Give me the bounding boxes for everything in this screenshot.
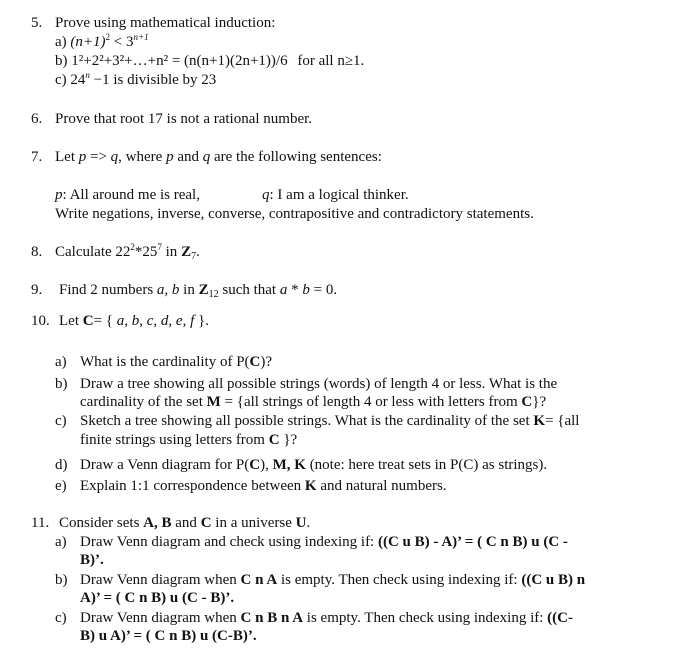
q6-number: 6. <box>31 111 43 127</box>
q11-number: 11. <box>31 515 50 531</box>
q10a-text: What is the cardinality of P(C)? <box>80 354 273 370</box>
q5-part-a: a) $(n+1)^2 < 3^{n+1}$ <box>55 32 149 50</box>
q10d-label: d) <box>55 457 68 473</box>
q9-number: 9. <box>31 282 43 298</box>
q7-instruction: Write negations, inverse, converse, contrapositive and contradictory statements. <box>55 206 534 222</box>
q11c-label: c) <box>55 610 67 626</box>
q10e-label: e) <box>55 478 67 494</box>
q5-part-c: c) $24^n -1$ is divisible by 23 <box>55 70 217 88</box>
q10b-line1: Draw a tree showing all possible strings (words) of length 4 or less. What is the <box>80 376 558 392</box>
q7-intro: Let p => q, where p and q are the following sentences: <box>55 149 382 165</box>
q10b-label: b) <box>55 376 68 392</box>
q10d-text: Draw a Venn diagram for P(C), M, K (note: here treat sets in P(C) as strings). <box>80 457 548 473</box>
q11b-label: b) <box>55 572 68 588</box>
q7-number: 7. <box>31 149 43 165</box>
q11a-label: a) <box>55 534 67 550</box>
q7-sentence-q: q: I am a logical thinker. <box>262 187 409 203</box>
q9-text: Find 2 numbers a, b in $Z_{12}$ such that a * b = 0. <box>59 282 338 300</box>
q11-intro: Consider sets A, B and C in a universe U. <box>59 515 311 531</box>
q11a-line2: B)’. <box>80 552 104 568</box>
q10c-label: c) <box>55 413 67 429</box>
q11b-line2: A)’ = ( C n B) u (C - B)’. <box>80 590 235 606</box>
q10b-line2: cardinality of the set M = {all strings of length 4 or less with letters from C}? <box>80 394 547 410</box>
q5-part-b: b) 1²+2²+3²+…+n² = (n(n+1)(2n+1))/6 for all n≥1. <box>55 53 365 69</box>
q10a-label: a) <box>55 354 67 370</box>
q5-number: 5. <box>31 15 43 31</box>
q10c-line2: finite strings using letters from C }? <box>80 432 298 448</box>
q11c-line1: Draw Venn diagram when C n B n A is empty. Then check using indexing if: ((C- <box>80 610 573 626</box>
q10-intro: Let C= { a, b, c, d, e, f }. <box>59 313 209 329</box>
q10e-text: Explain 1:1 correspondence between K and natural numbers. <box>80 478 447 494</box>
q11c-line2: B) u A)’ = ( C n B) u (C-B)’. <box>80 628 257 644</box>
q10c-line1: Sketch a tree showing all possible strings. What is the cardinality of the set K= {all <box>80 413 580 429</box>
q6-text: Prove that root 17 is not a rational number. <box>55 111 313 127</box>
q11b-line1: Draw Venn diagram when C n A is empty. Then check using indexing if: ((C u B) n <box>80 572 586 588</box>
q11a-line1: Draw Venn diagram and check using indexing if: ((C u B) - A)’ = ( C n B) u (C - <box>80 534 568 550</box>
q5-title: Prove using mathematical induction: <box>55 15 276 31</box>
q8-text: Calculate $22^2*25^7$ in $Z_7$. <box>55 242 200 262</box>
q7-sentence-p: p: All around me is real, <box>55 187 200 203</box>
q8-number: 8. <box>31 244 43 260</box>
q10-number: 10. <box>31 313 50 329</box>
